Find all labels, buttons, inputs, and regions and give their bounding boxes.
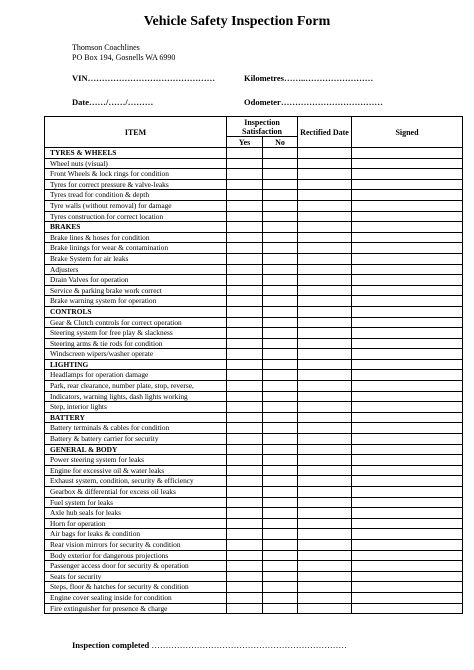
yes-cell[interactable] <box>227 338 263 349</box>
item-label: Exhaust system, condition, security & efficiency <box>45 476 227 487</box>
rectified-date-cell[interactable] <box>298 158 352 169</box>
yes-cell[interactable] <box>227 529 263 540</box>
inspection-table <box>44 116 463 614</box>
yes-cell[interactable] <box>227 285 263 296</box>
signed-cell[interactable] <box>352 370 463 381</box>
rectified-date-cell[interactable] <box>298 370 352 381</box>
company-name: Thomson Coachlines <box>72 43 140 52</box>
item-label: Adjusters <box>45 264 227 275</box>
item-label: Power steering system for leaks <box>45 455 227 466</box>
rectified-date-cell[interactable] <box>298 253 352 264</box>
signed-cell[interactable] <box>352 179 463 190</box>
signed-cell[interactable] <box>352 232 463 243</box>
no-cell[interactable] <box>263 391 298 402</box>
signed-cell[interactable] <box>352 190 463 201</box>
item-label: Steering arms & tie rods for condition <box>45 338 227 349</box>
rectified-date-cell[interactable] <box>298 592 352 603</box>
item-label: Brake System for air leaks <box>45 253 227 264</box>
table-row <box>45 582 463 593</box>
no-cell[interactable] <box>263 211 298 222</box>
signed-cell[interactable] <box>352 592 463 603</box>
yes-cell[interactable] <box>227 296 263 307</box>
yes-cell[interactable] <box>227 476 263 487</box>
form-title: Vehicle Safety Inspection Form <box>143 14 331 29</box>
no-cell[interactable] <box>263 434 298 445</box>
item-label: Headlamps for operation damage <box>45 370 227 381</box>
signed-cell[interactable] <box>352 391 463 402</box>
table-row <box>45 317 463 328</box>
rectified-date-cell[interactable] <box>298 497 352 508</box>
table-row <box>45 338 463 349</box>
no-cell[interactable] <box>263 518 298 529</box>
yes-cell[interactable] <box>227 232 263 243</box>
no-cell <box>263 222 298 233</box>
yes-cell[interactable] <box>227 465 263 476</box>
table-row <box>45 571 463 582</box>
no-cell[interactable] <box>263 370 298 381</box>
rectified-date-cell[interactable] <box>298 571 352 582</box>
table-row <box>45 391 463 402</box>
section-heading: CONTROLS <box>45 306 227 317</box>
no-cell <box>263 359 298 370</box>
no-cell[interactable] <box>263 317 298 328</box>
rectified-date-cell[interactable] <box>298 275 352 286</box>
item-label: Steering system for free play & slackness <box>45 328 227 339</box>
no-cell[interactable] <box>263 476 298 487</box>
signed-cell[interactable] <box>352 211 463 222</box>
yes-cell[interactable] <box>227 328 263 339</box>
signed-cell[interactable] <box>352 253 463 264</box>
header-yes: Yes <box>227 137 263 148</box>
item-label: Tyres tread for condition & depth <box>45 190 227 201</box>
signed-cell[interactable] <box>352 338 463 349</box>
yes-cell[interactable] <box>227 423 263 434</box>
no-cell[interactable] <box>263 402 298 413</box>
rectified-date-cell[interactable] <box>298 434 352 445</box>
signed-cell[interactable] <box>352 476 463 487</box>
yes-cell[interactable] <box>227 487 263 498</box>
table-row <box>45 561 463 572</box>
section-heading: LIGHTING <box>45 359 227 370</box>
rectified-date-cell[interactable] <box>298 211 352 222</box>
table-row <box>45 603 463 614</box>
yes-cell <box>227 222 263 233</box>
inspection-completed-label: Inspection completed <box>72 640 150 650</box>
rectified-date-cell[interactable] <box>298 328 352 339</box>
no-cell[interactable] <box>263 539 298 550</box>
item-label: Front Wheels & lock rings for condition <box>45 169 227 180</box>
table-row <box>45 539 463 550</box>
signed-cell[interactable] <box>352 169 463 180</box>
yes-cell[interactable] <box>227 169 263 180</box>
signed-cell[interactable] <box>352 539 463 550</box>
no-cell <box>263 148 298 159</box>
no-cell[interactable] <box>263 381 298 392</box>
rectified-date-cell[interactable] <box>298 317 352 328</box>
section-heading: GENERAL & BODY <box>45 444 227 455</box>
table-row <box>45 211 463 222</box>
signed-cell[interactable] <box>352 487 463 498</box>
rectified-date-cell[interactable] <box>298 243 352 254</box>
signed-cell[interactable] <box>352 158 463 169</box>
yes-cell[interactable] <box>227 264 263 275</box>
no-cell[interactable] <box>263 423 298 434</box>
no-cell[interactable] <box>263 328 298 339</box>
no-cell[interactable] <box>263 253 298 264</box>
no-cell[interactable] <box>263 582 298 593</box>
signed-cell[interactable] <box>352 455 463 466</box>
rectified-date-cell[interactable] <box>298 465 352 476</box>
item-label: Passenger access door for security & operation <box>45 561 227 572</box>
yes-cell[interactable] <box>227 518 263 529</box>
section-heading-row <box>45 306 463 317</box>
table-row <box>45 200 463 211</box>
no-cell[interactable] <box>263 285 298 296</box>
signed-cell[interactable] <box>352 275 463 286</box>
signed-cell[interactable] <box>352 518 463 529</box>
item-label: Battery & battery carrier for security <box>45 434 227 445</box>
table-row <box>45 518 463 529</box>
header-rectified-date: Rectified Date <box>298 117 352 148</box>
rectified-date-cell[interactable] <box>298 169 352 180</box>
item-label: Brake lines & hoses for condition <box>45 232 227 243</box>
no-cell[interactable] <box>263 179 298 190</box>
rectified-date-cell <box>298 306 352 317</box>
signed-cell[interactable] <box>352 550 463 561</box>
table-row <box>45 423 463 434</box>
section-heading-row <box>45 222 463 233</box>
date-field[interactable]: Date……/……/……… <box>72 97 154 107</box>
yes-cell[interactable] <box>227 179 263 190</box>
item-label: Horn for operation <box>45 518 227 529</box>
yes-cell <box>227 148 263 159</box>
no-cell[interactable] <box>263 349 298 360</box>
section-heading-row <box>45 148 463 159</box>
signed-cell[interactable] <box>352 582 463 593</box>
table-row <box>45 296 463 307</box>
signed-cell[interactable] <box>352 381 463 392</box>
yes-cell[interactable] <box>227 539 263 550</box>
no-cell[interactable] <box>263 169 298 180</box>
no-cell <box>263 412 298 423</box>
header-item: ITEM <box>45 117 227 148</box>
no-cell[interactable] <box>263 264 298 275</box>
item-label: Axle hub seals for leaks <box>45 508 227 519</box>
no-cell[interactable] <box>263 190 298 201</box>
no-cell[interactable] <box>263 200 298 211</box>
vin-field[interactable]: VIN……………………………………… <box>72 73 216 83</box>
rectified-date-cell[interactable] <box>298 550 352 561</box>
inspection-rows <box>45 148 463 614</box>
section-heading: BATTERY <box>45 412 227 423</box>
no-cell[interactable] <box>263 487 298 498</box>
yes-cell[interactable] <box>227 571 263 582</box>
no-cell[interactable] <box>263 296 298 307</box>
table-row <box>45 264 463 275</box>
yes-cell[interactable] <box>227 317 263 328</box>
kilometres-field[interactable]: Kilometres……..…………………… <box>244 73 374 83</box>
rectified-date-cell[interactable] <box>298 487 352 498</box>
table-row <box>45 592 463 603</box>
section-heading: TYRES & WHEELS <box>45 148 227 159</box>
rectified-date-cell[interactable] <box>298 190 352 201</box>
signed-cell[interactable] <box>352 529 463 540</box>
yes-cell[interactable] <box>227 402 263 413</box>
no-cell[interactable] <box>263 232 298 243</box>
item-label: Seats for security <box>45 571 227 582</box>
signed-cell[interactable] <box>352 285 463 296</box>
no-cell[interactable] <box>263 571 298 582</box>
item-label: Drain Valves for operation <box>45 275 227 286</box>
yes-cell[interactable] <box>227 200 263 211</box>
yes-cell <box>227 412 263 423</box>
table-row <box>45 190 463 201</box>
table-row <box>45 465 463 476</box>
yes-cell <box>227 359 263 370</box>
table-row <box>45 370 463 381</box>
rectified-date-cell[interactable] <box>298 285 352 296</box>
rectified-date-cell[interactable] <box>298 381 352 392</box>
rectified-date-cell[interactable] <box>298 349 352 360</box>
no-cell[interactable] <box>263 465 298 476</box>
item-label: Steps, floor & hatches for security & condition <box>45 582 227 593</box>
item-label: Engine for excessive oil & water leaks <box>45 465 227 476</box>
signed-cell <box>352 444 463 455</box>
no-cell[interactable] <box>263 497 298 508</box>
no-cell[interactable] <box>263 592 298 603</box>
section-heading-row <box>45 444 463 455</box>
rectified-date-cell[interactable] <box>298 402 352 413</box>
no-cell[interactable] <box>263 455 298 466</box>
header-signed: Signed <box>352 117 463 148</box>
table-row <box>45 285 463 296</box>
no-cell <box>263 306 298 317</box>
yes-cell[interactable] <box>227 275 263 286</box>
yes-cell[interactable] <box>227 550 263 561</box>
item-label: Park, rear clearance, number plate, stop, reverse, <box>45 381 227 392</box>
signed-cell[interactable] <box>352 264 463 275</box>
yes-cell[interactable] <box>227 243 263 254</box>
rectified-date-cell[interactable] <box>298 179 352 190</box>
no-cell[interactable] <box>263 561 298 572</box>
signed-cell[interactable] <box>352 497 463 508</box>
signed-cell[interactable] <box>352 296 463 307</box>
signed-cell <box>352 222 463 233</box>
yes-cell[interactable] <box>227 455 263 466</box>
header-no: No <box>263 137 298 148</box>
table-row <box>45 455 463 466</box>
signed-cell <box>352 148 463 159</box>
table-row <box>45 508 463 519</box>
yes-cell[interactable] <box>227 381 263 392</box>
section-heading: BRAKES <box>45 222 227 233</box>
item-label: Rear vision mirrors for security & condition <box>45 539 227 550</box>
yes-cell[interactable] <box>227 370 263 381</box>
signed-cell[interactable] <box>352 465 463 476</box>
yes-cell[interactable] <box>227 253 263 264</box>
company-block <box>72 43 175 63</box>
no-cell[interactable] <box>263 603 298 614</box>
table-row <box>45 179 463 190</box>
item-label: Gear & Clutch controls for correct operation <box>45 317 227 328</box>
item-label: Brake warning system for operation <box>45 296 227 307</box>
rectified-date-cell[interactable] <box>298 582 352 593</box>
item-label: Windscreen wipers/washer operate <box>45 349 227 360</box>
signed-cell[interactable] <box>352 561 463 572</box>
odometer-field[interactable]: Odometer……………………………… <box>244 97 383 107</box>
yes-cell[interactable] <box>227 211 263 222</box>
rectified-date-cell[interactable] <box>298 561 352 572</box>
rectified-date-cell[interactable] <box>298 539 352 550</box>
signed-cell[interactable] <box>352 434 463 445</box>
item-label: Brake linings for wear & contamination <box>45 243 227 254</box>
signed-cell[interactable] <box>352 508 463 519</box>
rectified-date-cell[interactable] <box>298 508 352 519</box>
item-label: Battery terminals & cables for condition <box>45 423 227 434</box>
rectified-date-cell[interactable] <box>298 603 352 614</box>
rectified-date-cell[interactable] <box>298 518 352 529</box>
table-row <box>45 529 463 540</box>
signed-cell[interactable] <box>352 328 463 339</box>
table-row <box>45 550 463 561</box>
item-label: Gearbox & differential for excess oil leaks <box>45 487 227 498</box>
rectified-date-cell[interactable] <box>298 391 352 402</box>
yes-cell[interactable] <box>227 434 263 445</box>
item-label: Air bags for leaks & condition <box>45 529 227 540</box>
rectified-date-cell <box>298 148 352 159</box>
no-cell[interactable] <box>263 158 298 169</box>
section-heading-row <box>45 359 463 370</box>
inspection-completed-line[interactable] <box>72 640 347 650</box>
rectified-date-cell <box>298 412 352 423</box>
rectified-date-cell <box>298 444 352 455</box>
table-row <box>45 232 463 243</box>
rectified-date-cell[interactable] <box>298 264 352 275</box>
yes-cell[interactable] <box>227 592 263 603</box>
rectified-date-cell[interactable] <box>298 476 352 487</box>
no-cell[interactable] <box>263 529 298 540</box>
table-row <box>45 328 463 339</box>
table-row <box>45 476 463 487</box>
signed-cell[interactable] <box>352 571 463 582</box>
yes-cell[interactable] <box>227 349 263 360</box>
yes-cell[interactable] <box>227 508 263 519</box>
table-row <box>45 169 463 180</box>
table-row <box>45 402 463 413</box>
no-cell[interactable] <box>263 550 298 561</box>
table-row <box>45 349 463 360</box>
rectified-date-cell <box>298 222 352 233</box>
item-label: Tyres construction for correct location <box>45 211 227 222</box>
no-cell[interactable] <box>263 338 298 349</box>
signed-cell[interactable] <box>352 402 463 413</box>
table-row <box>45 253 463 264</box>
rectified-date-cell[interactable] <box>298 296 352 307</box>
signed-cell <box>352 306 463 317</box>
rectified-date-cell <box>298 359 352 370</box>
yes-cell[interactable] <box>227 497 263 508</box>
inspection-completed-dots: …………………………………………………………… <box>151 640 347 650</box>
rectified-date-cell[interactable] <box>298 423 352 434</box>
item-label: Body exterior for dangerous projections <box>45 550 227 561</box>
table-row <box>45 487 463 498</box>
signed-cell <box>352 359 463 370</box>
item-label: Step, interior lights <box>45 402 227 413</box>
no-cell[interactable] <box>263 508 298 519</box>
item-label: Fire extinguisher for presence & charge <box>45 603 227 614</box>
signed-cell[interactable] <box>352 243 463 254</box>
yes-cell <box>227 306 263 317</box>
signed-cell[interactable] <box>352 603 463 614</box>
item-label: Wheel nuts (visual) <box>45 158 227 169</box>
company-address: PO Box 194, Gosnells WA 6990 <box>72 53 176 62</box>
yes-cell[interactable] <box>227 603 263 614</box>
item-label: Service & parking brake work correct <box>45 285 227 296</box>
header-satisfaction: Inspection Satisfaction <box>227 117 298 137</box>
signed-cell[interactable] <box>352 349 463 360</box>
table-row <box>45 243 463 254</box>
table-row <box>45 275 463 286</box>
item-label: Engine cover sealing inside for condition <box>45 592 227 603</box>
table-row <box>45 158 463 169</box>
signed-cell[interactable] <box>352 423 463 434</box>
no-cell <box>263 444 298 455</box>
yes-cell[interactable] <box>227 582 263 593</box>
no-cell[interactable] <box>263 275 298 286</box>
signed-cell[interactable] <box>352 200 463 211</box>
signed-cell <box>352 412 463 423</box>
table-row <box>45 434 463 445</box>
yes-cell[interactable] <box>227 158 263 169</box>
rectified-date-cell[interactable] <box>298 338 352 349</box>
yes-cell[interactable] <box>227 391 263 402</box>
yes-cell[interactable] <box>227 190 263 201</box>
rectified-date-cell[interactable] <box>298 232 352 243</box>
item-label: Tyres for correct pressure & valve-leaks <box>45 179 227 190</box>
yes-cell <box>227 444 263 455</box>
section-heading-row <box>45 412 463 423</box>
rectified-date-cell[interactable] <box>298 455 352 466</box>
item-label: Tyre walls (without removal) for damage <box>45 200 227 211</box>
signed-cell[interactable] <box>352 317 463 328</box>
item-label: Indicators, warning lights, dash lights working <box>45 391 227 402</box>
table-row <box>45 497 463 508</box>
yes-cell[interactable] <box>227 561 263 572</box>
no-cell[interactable] <box>263 243 298 254</box>
rectified-date-cell[interactable] <box>298 200 352 211</box>
table-row <box>45 381 463 392</box>
item-label: Fuel system for leaks <box>45 497 227 508</box>
rectified-date-cell[interactable] <box>298 529 352 540</box>
